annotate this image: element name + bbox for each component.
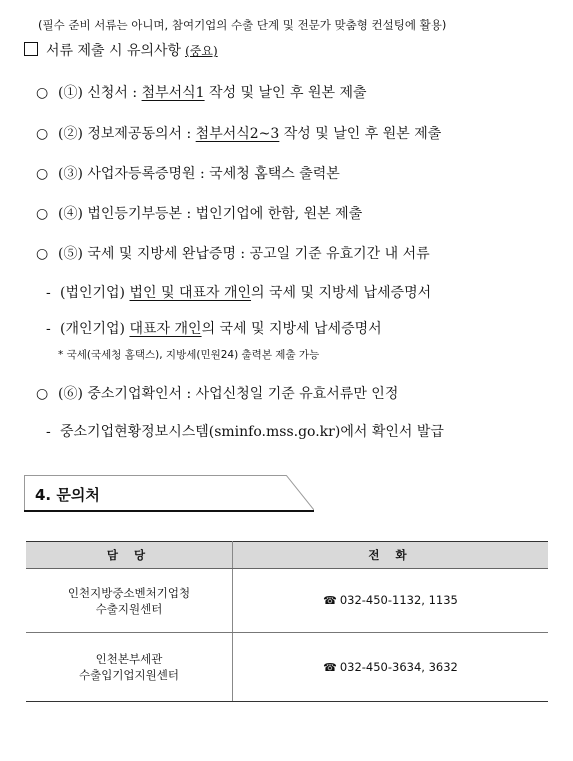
item-text: (법인기업) bbox=[60, 285, 130, 301]
dept-name: 인천본부세관 bbox=[95, 652, 163, 666]
dash-bullet-icon: - bbox=[46, 285, 51, 301]
column-header-phone: 전 화 bbox=[233, 542, 549, 569]
phone-cell bbox=[233, 633, 549, 702]
item-text-tail: 의 국세 및 지방세 납세증명서 bbox=[201, 321, 382, 337]
dept-center: 수출입기업지원센터 bbox=[79, 668, 179, 682]
item-text-tail: 작성 및 날인 후 원본 제출 bbox=[204, 85, 367, 101]
item-text: (①) 신청서 : bbox=[58, 85, 142, 101]
importance-label: (중요) bbox=[185, 44, 218, 58]
circle-bullet-icon: ○ bbox=[36, 166, 49, 182]
list-item bbox=[46, 421, 444, 441]
dept-cell bbox=[26, 633, 233, 702]
dept-name: 인천지방중소벤처기업청 bbox=[67, 585, 191, 600]
item-underlined-text: 첨부서식1 bbox=[141, 85, 205, 101]
section-title: 서류 제출 시 유의사항 bbox=[46, 43, 182, 59]
column-header-dept: 담 당 bbox=[26, 542, 233, 569]
table-row bbox=[26, 633, 548, 702]
item-text: (④) 법인등기부등본 : 법인기업에 한함, 원본 제출 bbox=[58, 206, 363, 222]
contact-table bbox=[26, 541, 548, 702]
item-text: (⑥) 중소기업확인서 : 사업신청일 기준 유효서류만 인정 bbox=[58, 386, 399, 402]
checkbox-square-icon bbox=[24, 42, 38, 56]
section-heading bbox=[24, 40, 218, 60]
item-text: 중소기업현황정보시스템(sminfo.mss.go.kr)에서 확인서 발급 bbox=[60, 424, 444, 440]
table-row bbox=[26, 569, 548, 633]
phone-icon: ☎ bbox=[323, 594, 337, 607]
item-text: (개인기업) bbox=[60, 321, 130, 337]
list-item bbox=[36, 243, 430, 263]
dept-center: 수출지원센터 bbox=[95, 601, 163, 616]
circle-bullet-icon: ○ bbox=[36, 386, 49, 402]
item-underlined-text: 대표자 개인 bbox=[129, 321, 202, 337]
contact-heading: 4. 문의처 bbox=[35, 486, 100, 504]
dept-cell bbox=[26, 569, 233, 633]
list-item bbox=[36, 123, 441, 143]
contact-heading-box bbox=[24, 475, 314, 511]
list-item bbox=[36, 163, 340, 183]
small-note: * 국세(국세청 홈택스), 지방세(민원24) 출력본 제출 가능 bbox=[58, 349, 320, 361]
phone-icon: ☎ bbox=[323, 660, 337, 674]
item-text-tail: 작성 및 날인 후 원본 제출 bbox=[279, 126, 442, 142]
list-item bbox=[46, 282, 431, 302]
top-note: (필수 준비 서류는 아니며, 참여기업의 수출 단계 및 전문가 맞춤형 컨설팅에 활용) bbox=[38, 18, 447, 32]
item-text: (②) 정보제공동의서 : bbox=[58, 126, 196, 142]
circle-bullet-icon: ○ bbox=[36, 85, 49, 101]
circle-bullet-icon: ○ bbox=[36, 206, 49, 222]
list-item bbox=[46, 318, 382, 338]
item-text: (⑤) 국세 및 지방세 완납증명 : 공고일 기준 유효기간 내 서류 bbox=[58, 246, 430, 262]
dash-bullet-icon: - bbox=[46, 321, 51, 337]
item-underlined-text: 법인 및 대표자 개인 bbox=[129, 285, 252, 301]
circle-bullet-icon: ○ bbox=[36, 126, 49, 142]
item-underlined-text: 첨부서식2~3 bbox=[195, 126, 280, 142]
list-item bbox=[36, 203, 362, 223]
dash-bullet-icon: - bbox=[46, 424, 51, 440]
list-item bbox=[36, 82, 367, 102]
item-text: (③) 사업자등록증명원 : 국세청 홈택스 출력본 bbox=[58, 166, 340, 182]
list-item bbox=[36, 383, 398, 403]
table-header-row bbox=[26, 542, 548, 569]
item-text-tail: 의 국세 및 지방세 납세증명서 bbox=[251, 285, 432, 301]
phone-cell bbox=[233, 569, 549, 633]
phone-number[interactable]: 032-450-1132, 1135 bbox=[339, 593, 458, 607]
phone-number[interactable]: 032-450-3634, 3632 bbox=[339, 659, 458, 674]
circle-bullet-icon: ○ bbox=[36, 246, 49, 262]
